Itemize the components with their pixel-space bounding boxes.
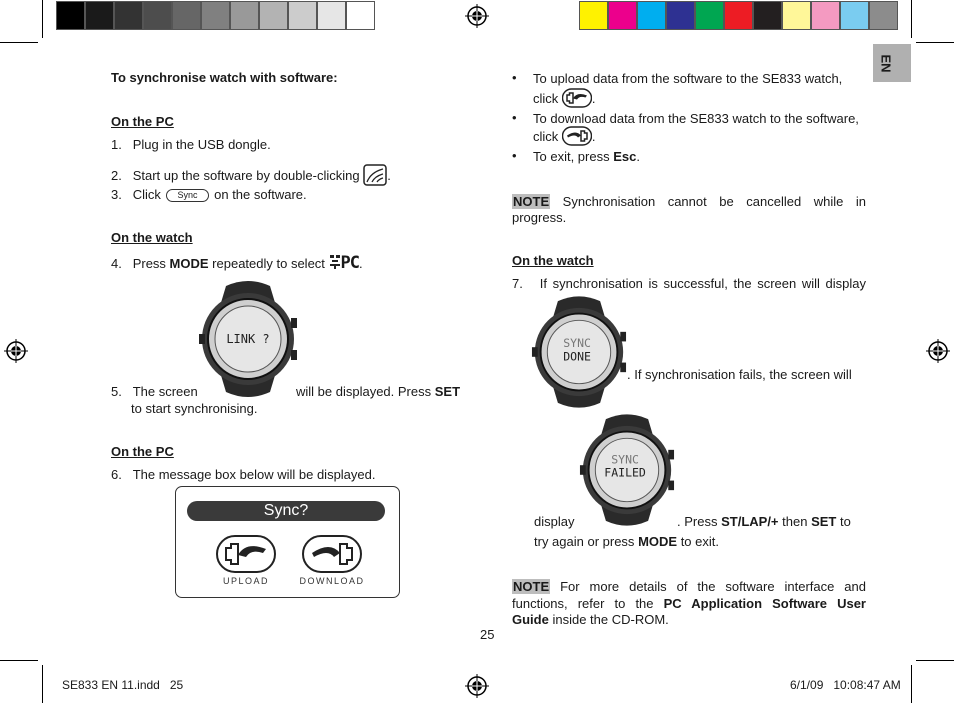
watch-screen-line-2: FAILED <box>604 465 646 480</box>
step-number: 3. <box>111 187 122 202</box>
set-key: SET <box>811 514 837 529</box>
color-swatch <box>172 1 201 30</box>
color-swatch <box>230 1 259 30</box>
watch-sync-done-image <box>531 292 627 412</box>
watch-screen-line-1: SYNC <box>611 452 639 467</box>
bullet-dot: • <box>512 148 517 163</box>
bullet-upload-line2: click . <box>533 88 596 108</box>
watch-screen-line-1: SYNC <box>563 336 591 351</box>
upload-icon <box>562 88 592 108</box>
watch-sync-failed-image <box>579 410 675 530</box>
subheading-on-the-watch: On the watch <box>512 253 594 268</box>
footer-timestamp: 6/1/09 10:08:47 AM <box>790 678 901 692</box>
note-more-details-line2: functions, refer to the PC Application Software User <box>512 596 866 611</box>
page-number: 25 <box>480 627 495 642</box>
watch-screen-line-2: DONE <box>563 349 591 364</box>
color-swatch <box>288 1 317 30</box>
note-label: NOTE <box>513 194 550 209</box>
registration-mark-icon <box>465 674 489 698</box>
dialog-title-bar <box>187 501 385 521</box>
section-heading: To synchronise watch with software: <box>111 70 338 85</box>
subheading-on-the-pc: On the PC <box>111 444 174 459</box>
crop-mark <box>911 665 912 703</box>
step-number: 5. <box>111 384 122 399</box>
color-swatch <box>637 1 666 30</box>
st-lap-key: ST/LAP/+ <box>721 514 779 529</box>
step-7: 7. If synchronisation is successful, the screen will display <box>512 276 866 291</box>
color-swatch <box>695 1 724 30</box>
color-swatch <box>782 1 811 30</box>
step-5-continued: will be displayed. Press SET <box>296 384 461 399</box>
step-number: 2. <box>111 168 122 183</box>
mode-key: MODE <box>169 256 209 271</box>
subheading-on-the-pc: On the PC <box>111 114 174 129</box>
color-swatch <box>143 1 172 30</box>
pc-link-mode-icon <box>329 254 341 270</box>
retry-instruction-line2: try again or press MODE to exit. <box>534 534 719 549</box>
upload-icon[interactable] <box>216 535 276 573</box>
color-swatch <box>201 1 230 30</box>
registration-mark-icon <box>926 339 950 363</box>
color-swatch <box>259 1 288 30</box>
color-swatch <box>579 1 608 30</box>
sync-dialog <box>175 486 400 598</box>
step-4: 4. Press MODE repeatedly to select PC. <box>111 253 363 273</box>
step-5: 5. The screen <box>111 384 198 399</box>
color-swatch <box>840 1 869 30</box>
crop-mark <box>0 42 38 43</box>
bullet-dot: • <box>512 110 517 125</box>
registration-mark-icon <box>465 4 489 28</box>
step-number: 6. <box>111 467 122 482</box>
crop-mark <box>42 665 43 703</box>
bullet-dot: • <box>512 70 517 85</box>
step-number: 1. <box>111 137 122 152</box>
pc-mode-label: PC <box>340 253 360 273</box>
upload-label: UPLOAD <box>222 576 269 586</box>
crop-mark <box>911 0 912 38</box>
bullet-download-line2: click . <box>533 126 596 146</box>
step-number: 4. <box>111 256 122 271</box>
step-5-line2: to start synchronising. <box>131 401 258 416</box>
download-label: DOWNLOAD <box>299 576 365 586</box>
step-text: Plug in the USB dongle. <box>132 137 271 152</box>
note-label: NOTE <box>513 579 550 594</box>
crop-mark <box>916 660 954 661</box>
crop-mark <box>916 42 954 43</box>
color-swatch <box>114 1 143 30</box>
bullet-exit: To exit, press Esc. <box>533 149 640 164</box>
color-swatch <box>346 1 375 30</box>
crop-mark <box>42 0 43 38</box>
software-shortcut-icon <box>363 164 387 186</box>
note-more-details-line3: Guide inside the CD-ROM. <box>512 612 669 627</box>
step-3: 3. Click Sync on the software. <box>111 187 307 202</box>
color-swatch <box>317 1 346 30</box>
step-1 <box>111 136 271 153</box>
color-swatch <box>608 1 637 30</box>
esc-key: Esc <box>613 149 637 164</box>
download-icon[interactable] <box>302 535 362 573</box>
note-cancel: NOTE Synchronisation cannot be cancelled while in <box>513 194 866 209</box>
registration-mark-icon <box>4 339 28 363</box>
note-cancel-line2: progress. <box>512 210 567 225</box>
watch-screen-text: LINK ? <box>226 332 270 346</box>
color-swatch <box>869 1 898 30</box>
download-icon <box>562 126 592 146</box>
display-label: display <box>534 514 575 529</box>
bullet-download-text: To download data from the SE833 watch to the software, <box>533 111 859 126</box>
retry-instruction: . Press ST/LAP/+ then SET to <box>677 514 851 529</box>
footer-file-info: SE833 EN 11.indd 25 <box>62 678 184 692</box>
language-tab-label: EN <box>878 54 894 73</box>
mode-key: MODE <box>638 534 678 549</box>
watch-link-display-image <box>198 278 298 400</box>
color-swatch <box>811 1 840 30</box>
subheading-on-the-watch: On the watch <box>111 230 193 245</box>
color-swatch <box>724 1 753 30</box>
set-key: SET <box>434 384 461 399</box>
color-swatch <box>753 1 782 30</box>
color-swatch <box>666 1 695 30</box>
note-more-details: NOTE For more details of the software interface and <box>513 579 866 594</box>
color-swatch <box>85 1 114 30</box>
dialog-title: Sync? <box>263 502 309 519</box>
step-6: 6. The message box below will be displayed. <box>111 467 376 482</box>
language-tab <box>873 44 911 82</box>
color-swatch <box>56 1 85 30</box>
step-number: 7. <box>512 276 523 291</box>
bullet-upload-text: To upload data from the software to the SE833 watch, <box>533 71 843 86</box>
fail-text: . If synchronisation fails, the screen will <box>627 367 852 382</box>
step-2: 2. Start up the software by double-clicking . <box>111 164 391 186</box>
sync-button[interactable]: Sync <box>166 189 208 202</box>
step-text: Start up the software by double-clicking <box>132 168 360 183</box>
crop-mark <box>0 660 38 661</box>
